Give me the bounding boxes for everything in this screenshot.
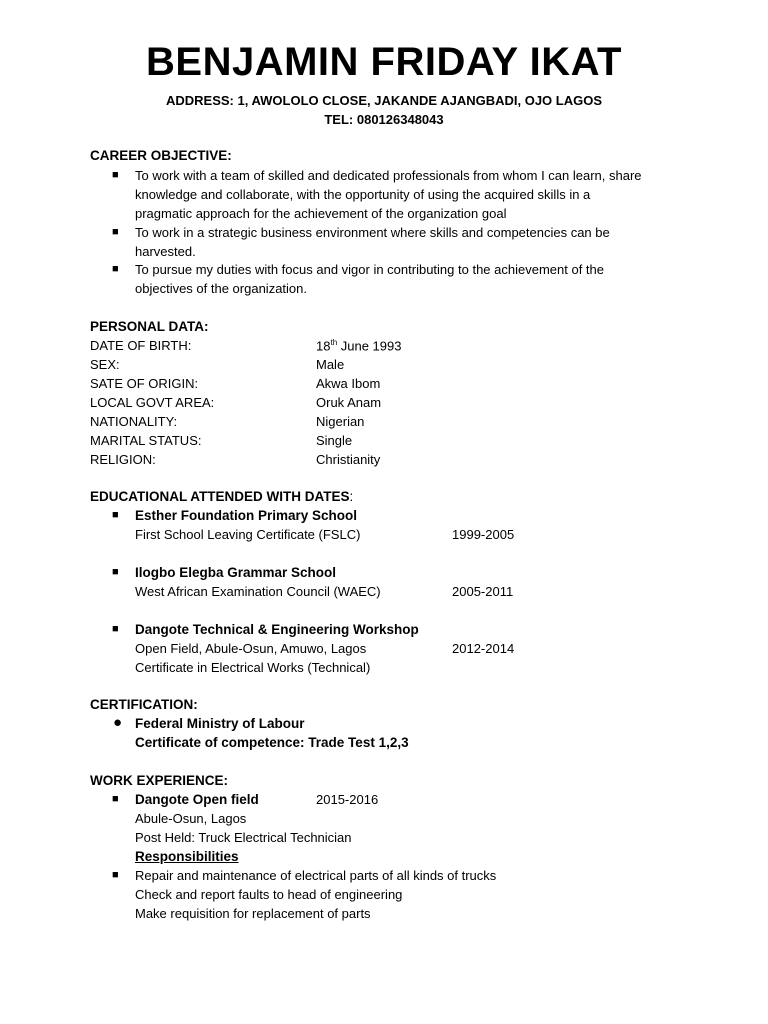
career-objective-line: harvested. <box>135 244 196 259</box>
school-certificate: West African Examination Council (WAEC) <box>135 584 381 599</box>
square-bullet-icon: ■ <box>112 566 119 578</box>
school-name: Dangote Technical & Engineering Workshop <box>135 622 419 637</box>
square-bullet-icon: ■ <box>112 263 119 275</box>
education-heading: EDUCATIONAL ATTENDED WITH DATES: <box>90 489 354 504</box>
square-bullet-icon: ■ <box>112 169 119 181</box>
responsibilities-heading: Responsibilities <box>135 849 239 864</box>
career-objective-line: objectives of the organization. <box>135 281 307 296</box>
personal-data-label: NATIONALITY: <box>90 414 178 429</box>
personal-data-heading: PERSONAL DATA: <box>90 319 209 334</box>
post-held: Post Held: Truck Electrical Technician <box>135 830 352 845</box>
candidate-name: BENJAMIN FRIDAY IKAT <box>146 40 622 84</box>
square-bullet-icon: ■ <box>112 869 119 881</box>
school-certificate: Certificate in Electrical Works (Technical) <box>135 660 371 675</box>
personal-data-label: SEX: <box>90 357 120 372</box>
school-dates: 2005-2011 <box>452 584 514 599</box>
personal-data-label: RELIGION: <box>90 452 156 467</box>
personal-data-label: LOCAL GOVT AREA: <box>90 395 215 410</box>
school-location: Open Field, Abule-Osun, Amuwo, Lagos <box>135 641 367 656</box>
school-dates: 2012-2014 <box>452 641 515 656</box>
school-name: Esther Foundation Primary School <box>135 508 358 523</box>
career-objective-line: To work in a strategic business environment where skills and competencies can be <box>135 225 610 240</box>
square-bullet-icon: ■ <box>112 793 119 805</box>
work-dates: 2015-2016 <box>316 792 379 807</box>
responsibility-item: Check and report faults to head of engineering <box>135 887 403 902</box>
certification-body: Federal Ministry of Labour <box>135 716 305 731</box>
personal-data-value: Oruk Anam <box>316 395 382 410</box>
square-bullet-icon: ■ <box>112 623 119 635</box>
square-bullet-icon: ■ <box>112 226 119 238</box>
personal-data-value: Single <box>316 433 353 448</box>
career-objective-line: To pursue my duties with focus and vigor in contributing to the achievement of the <box>135 262 604 277</box>
personal-data-value: Nigerian <box>316 414 365 429</box>
address-line: ADDRESS: 1, AWOLOLO CLOSE, JAKANDE AJANGBADI, OJO LAGOS <box>165 93 603 108</box>
personal-data-value: Christianity <box>316 452 381 467</box>
work-experience-heading: WORK EXPERIENCE: <box>90 773 229 788</box>
square-bullet-icon: ■ <box>112 509 119 521</box>
personal-data-label: SATE OF ORIGIN: <box>90 376 199 391</box>
telephone-line: TEL: 080126348043 <box>324 112 444 127</box>
career-objective-line: pragmatic approach for the achievement of the organization goal <box>135 206 507 221</box>
personal-data-value: Male <box>316 357 345 372</box>
personal-data-value: Akwa Ibom <box>316 376 381 391</box>
career-objective-heading: CAREER OBJECTIVE: <box>90 148 232 163</box>
personal-data-label: DATE OF BIRTH: <box>90 338 192 353</box>
career-objective-line: knowledge and collaborate, with the opportunity of using the acquired skills in a <box>135 187 591 202</box>
certification-name: Certificate of competence: Trade Test 1,2,3 <box>135 735 409 750</box>
company-location: Abule-Osun, Lagos <box>135 811 247 826</box>
responsibility-item: Make requisition for replacement of parts <box>135 906 371 921</box>
school-name: Ilogbo Elegba Grammar School <box>135 565 337 580</box>
school-certificate: First School Leaving Certificate (FSLC) <box>135 527 361 542</box>
responsibility-item: Repair and maintenance of electrical parts of all kinds of trucks <box>135 868 497 883</box>
school-dates: 1999-2005 <box>452 527 515 542</box>
career-objective-line: To work with a team of skilled and dedicated professionals from whom I can learn, share <box>135 168 642 183</box>
certification-heading: CERTIFICATION: <box>90 697 198 712</box>
round-bullet-icon: ● <box>113 714 123 731</box>
company-name: Dangote Open field <box>135 792 259 807</box>
personal-data-label: MARITAL STATUS: <box>90 433 202 448</box>
personal-data-value: 18th June 1993 <box>316 338 402 354</box>
